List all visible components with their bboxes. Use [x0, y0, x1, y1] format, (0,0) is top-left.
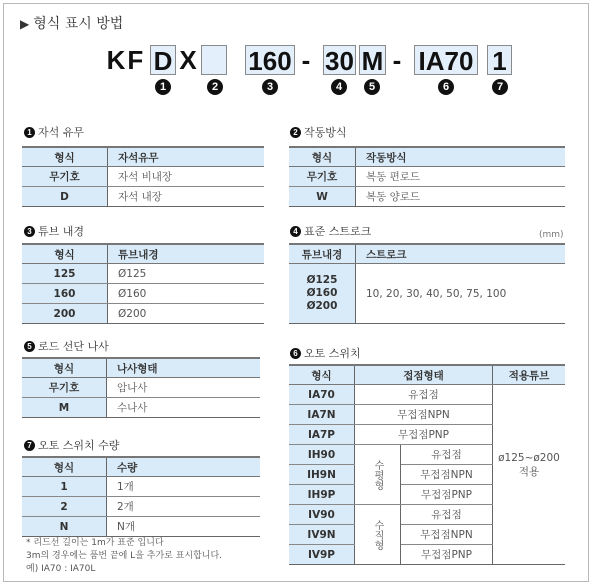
badge-icon: 2 [290, 127, 301, 138]
table-row: IH9P 무접점PNP [289, 485, 565, 505]
page-title [20, 13, 123, 33]
code-box-switch-qty: 1 [487, 45, 512, 75]
table-magnet: 형식 자석유무 무기호 자석 비내장 D 자석 내장 [22, 146, 264, 207]
badge-icon: 5 [24, 341, 35, 352]
badge-icon: 1 [24, 127, 35, 138]
table-row: 160 Ø160 [22, 284, 264, 304]
section-title-magnet: 1 자석 유무 [24, 124, 84, 140]
table-auto-switch: 형식 접점형태 적용튜브 IA70 유접점 ø125~ø200 적용 IA7N 무접점NPN IA7P 무접점PNP IH90 수평형 유접점 IH9N 무접점NPN IH9P 무접점PNP IV90 수직형 유접점 IV9N 무접점NPN IV9P 무접점PNP [289, 364, 565, 565]
table-row: 무기호 자석 비내장 [22, 167, 264, 187]
table-row: IA7N 무접점NPN [289, 405, 565, 425]
applicable-tube: ø125~ø200 적용 [493, 385, 566, 565]
model-code [0, 45, 600, 75]
table-stroke: 튜브내경 스트로크 Ø125 Ø160 Ø200 10, 20, 30, 40, 50, 75, 100 [289, 243, 565, 324]
table-switch-qty: 형식 수량 1 1개 2 2개 N N개 [22, 456, 260, 537]
badge-1: 1 [155, 79, 171, 95]
lead-wire-note: * 리드선 길이는 1m가 표준 입니다 3m의 경우에는 품번 끝에 L을 추가로 표시합니다. 예) IA70 : IA70L [26, 538, 223, 574]
table-row: IA7P 무접점PNP [289, 425, 565, 445]
table-row: 무기호 암나사 [22, 378, 260, 398]
table-row: 2 2개 [22, 497, 260, 517]
section-title-auto-switch: 6 오토 스위치 [290, 345, 361, 361]
code-dash: - [392, 45, 402, 75]
table-rod-thread: 형식 나사형태 무기호 암나사 M 수나사 [22, 357, 260, 418]
code-x: X [179, 45, 197, 75]
section-title-stroke: 4 표준 스트로크 [290, 223, 371, 239]
table-action: 형식 작동방식 무기호 복동 편로드 W 복동 양로드 [289, 146, 565, 207]
table-row: IV90 수직형 유접점 [289, 505, 565, 525]
code-box-rod-thread: M [359, 45, 386, 75]
badge-5: 5 [364, 79, 380, 95]
table-row: D 자석 내장 [22, 187, 264, 207]
code-box-stroke: 30 [323, 45, 356, 75]
code-box-action [201, 45, 227, 75]
code-box-auto-switch: IA70 [414, 45, 478, 75]
table-row: M 수나사 [22, 398, 260, 418]
table-row: IA70 유접점 ø125~ø200 적용 [289, 385, 565, 405]
code-prefix: KF [106, 45, 146, 75]
table-row: Ø125 Ø160 Ø200 10, 20, 30, 40, 50, 75, 100 [289, 264, 565, 324]
table-row: 무기호 복동 편로드 [289, 167, 565, 187]
section-title-switch-qty: 7 오토 스위치 수량 [24, 437, 119, 453]
section-title-action: 2 작동방식 [290, 124, 347, 140]
group-vertical: 수직형 [355, 505, 401, 565]
badge-6: 6 [438, 79, 454, 95]
table-row: 1 1개 [22, 477, 260, 497]
table-row: N N개 [22, 517, 260, 537]
badge-2: 2 [207, 79, 223, 95]
code-box-magnet: D [150, 45, 176, 75]
table-row: W 복동 양로드 [289, 187, 565, 207]
triangle-marker-icon: ▶ [20, 17, 30, 31]
badge-icon: 6 [290, 348, 301, 359]
unit-label: (mm) [539, 230, 564, 240]
code-box-bore: 160 [245, 45, 295, 75]
badge-icon: 4 [290, 226, 301, 237]
table-bore: 형식 튜브내경 125 Ø125 160 Ø160 200 Ø200 [22, 243, 264, 324]
table-row: IV9P 무접점PNP [289, 545, 565, 565]
section-title-rod-thread: 5 로드 선단 나사 [24, 338, 109, 354]
table-row: IH90 수평형 유접점 [289, 445, 565, 465]
badge-4: 4 [331, 79, 347, 95]
page-title-text: 형식 표시 방법 [33, 16, 124, 32]
table-row: 200 Ø200 [22, 304, 264, 324]
table-row: IH9N 무접점NPN [289, 465, 565, 485]
badge-7: 7 [492, 79, 508, 95]
table-row: IV9N 무접점NPN [289, 525, 565, 545]
table-row: 125 Ø125 [22, 264, 264, 284]
code-dash: - [301, 45, 311, 75]
badge-3: 3 [262, 79, 278, 95]
badge-icon: 7 [24, 440, 35, 451]
section-title-bore: 3 튜브 내경 [24, 223, 84, 239]
group-horizontal: 수평형 [355, 445, 401, 505]
badge-icon: 3 [24, 226, 35, 237]
